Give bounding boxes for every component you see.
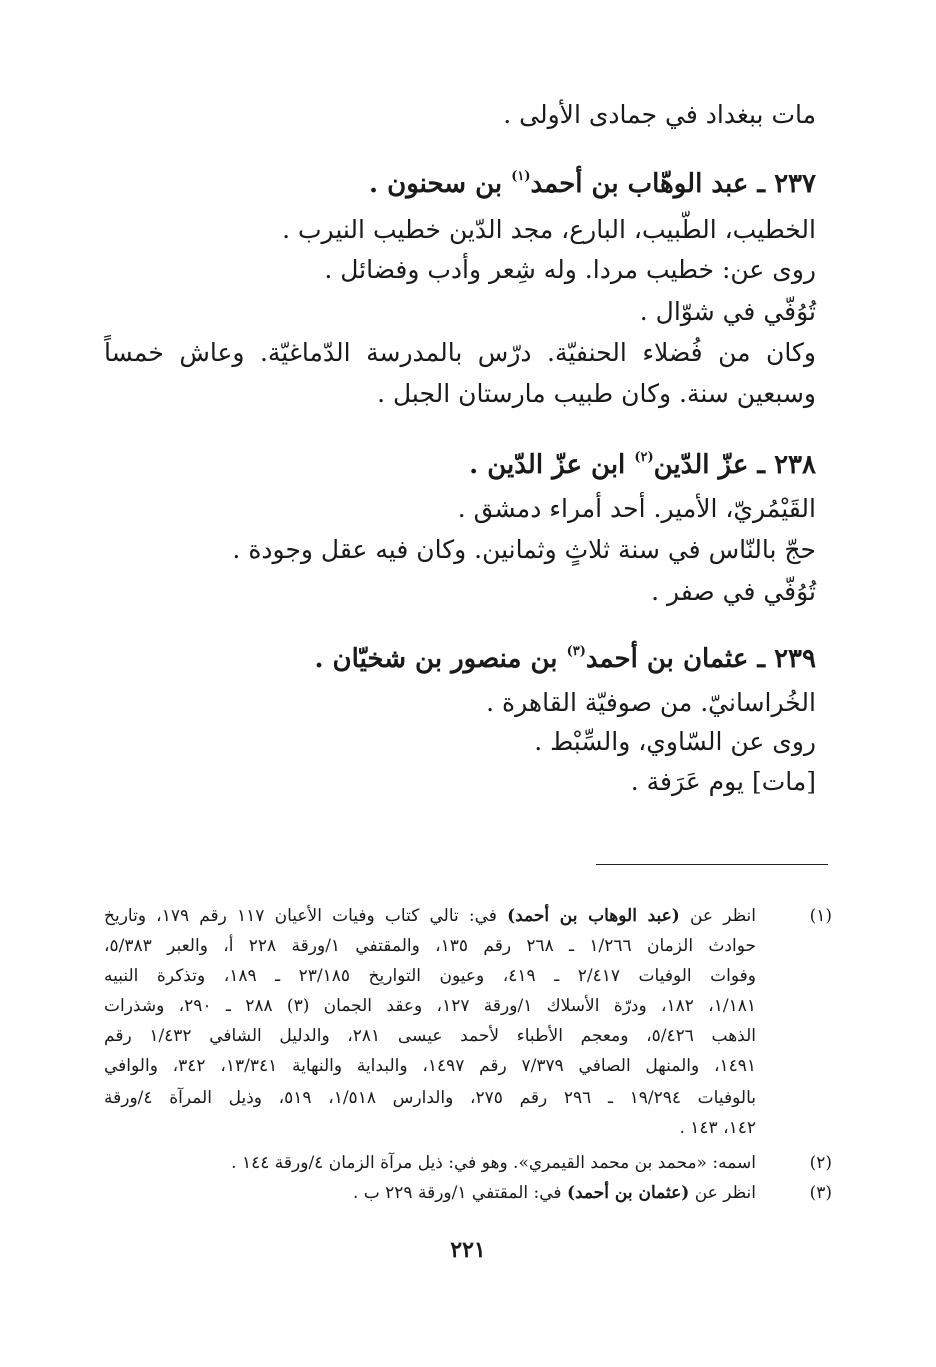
footnote-number-2: (٢): [809, 1153, 832, 1173]
footnote-line: ١/١٨١، ١٨٢، ودرّة الأسلاك ١/ورقة ١٢٧، وعقد الجمان (٣) ٢٨٨ ـ ٢٩٠، وشذرات: [104, 996, 757, 1016]
footnote-line: اسمه: «محمد بن محمد القيمري». وهو في: ذيل مرآة الزمان ٤/ورقة ١٤٤ .: [231, 1153, 756, 1173]
footnote-line: ١٤٩١، والمنهل الصافي ٧/٣٧٩ رقم ١٤٩٧، والبداية والنهاية ١٣/٣٤١، ٣٤٢، والوافي: [104, 1056, 756, 1076]
body-line: [مات] يوم عَرَفة .: [630, 767, 816, 796]
footnote-number-3: (٣): [809, 1183, 832, 1203]
footnote-line: ١٤٢، ١٤٣ .: [679, 1118, 756, 1138]
body-line: روى عن: خطيب مردا. وله شِعر وأدب وفضائل .: [324, 255, 816, 284]
heading-text: بن منصور بن شخيّان .: [314, 644, 567, 674]
footnote-text: انظر عن: [679, 906, 757, 926]
heading-text: ابن عزّ الدّين .: [469, 450, 635, 480]
footnote-number-1: (١): [809, 906, 832, 926]
body-line: مات ببغداد في جمادى الأولى .: [503, 100, 816, 129]
footnote-line: [353, 1180, 756, 1206]
body-line: حجّ بالنّاس في سنة ثلاثٍ وثمانين. وكان فيه عقل وجودة .: [232, 535, 816, 564]
footnote-ref-1[interactable]: (١): [511, 169, 531, 184]
body-line: الخطيب، الطّبيب، البارع، مجد الدّين خطيب النيرب .: [282, 215, 816, 244]
body-line: تُوُفّي في شوّال .: [639, 297, 816, 326]
footnote-text: في: تالي كتاب وفيات الأعيان ١١٧ رقم ١٧٩، وتاريخ: [104, 906, 508, 926]
footnote-bold-name: (عبد الوهاب بن أحمد): [507, 906, 680, 926]
body-line: الخُراسانيّ. من صوفيّة القاهرة .: [486, 688, 816, 717]
footnote-text: انظر عن: [689, 1183, 756, 1203]
heading-text: ٢٣٧ ـ عبد الوهّاب بن أحمد: [530, 169, 816, 199]
body-line: وكان من فُضلاء الحنفيّة. درّس بالمدرسة الدّماغيّة. وعاش خمساً: [104, 338, 816, 367]
body-line: روى عن السّاوي، والسِّبْط .: [534, 727, 816, 756]
footnote-divider: [596, 864, 828, 865]
heading-text: ٢٣٨ ـ عزّ الدّين: [653, 450, 816, 480]
heading-text: بن سحنون .: [369, 169, 512, 199]
footnote-line: [104, 903, 756, 929]
footnote-bold-name: (عثمان بن أحمد): [566, 1183, 690, 1203]
heading-text: ٢٣٩ ـ عثمان بن أحمد: [585, 644, 816, 674]
entry-heading-239: [314, 642, 816, 676]
entry-heading-238: [469, 448, 816, 482]
page-number: ٢٢١: [450, 1237, 486, 1263]
footnote-line: بالوفيات ١٩/٢٩٤ ـ ٢٩٦ رقم ٢٧٥، والدارس ١/٥١٨، ٥١٩، وذيل المرآة ٤/ورقة: [104, 1088, 756, 1108]
footnote-line: وفوات الوفيات ٢/٤١٧ ـ ٤١٩، وعيون التواريخ ٢٣/١٨٥ ـ ١٨٩، وتذكرة النبيه: [104, 966, 756, 986]
body-line: القَيْمُريّ، الأمير. أحد أمراء دمشق .: [457, 494, 816, 523]
footnote-line: حوادث الزمان ١/٢٦٦ ـ ٢٦٨ رقم ١٣٥، والمقتفي ١/ورقة ٢٢٨ أ، والعبر ٥/٣٨٣،: [104, 936, 756, 956]
entry-heading-237: [369, 167, 816, 201]
footnote-line: الذهب ٥/٤٢٦، ومعجم الأطباء لأحمد عيسى ٢٨١، والدليل الشافي ١/٤٣٢ رقم: [104, 1026, 756, 1046]
footnote-ref-3[interactable]: (٣): [566, 644, 586, 659]
body-line: وسبعين سنة. وكان طبيب مارستان الجبل .: [377, 379, 816, 408]
footnote-ref-2[interactable]: (٢): [634, 450, 654, 465]
body-line: تُوُفّي في صفر .: [651, 577, 816, 606]
footnote-text: في: المقتفي ١/ورقة ٢٢٩ ب .: [352, 1183, 567, 1203]
